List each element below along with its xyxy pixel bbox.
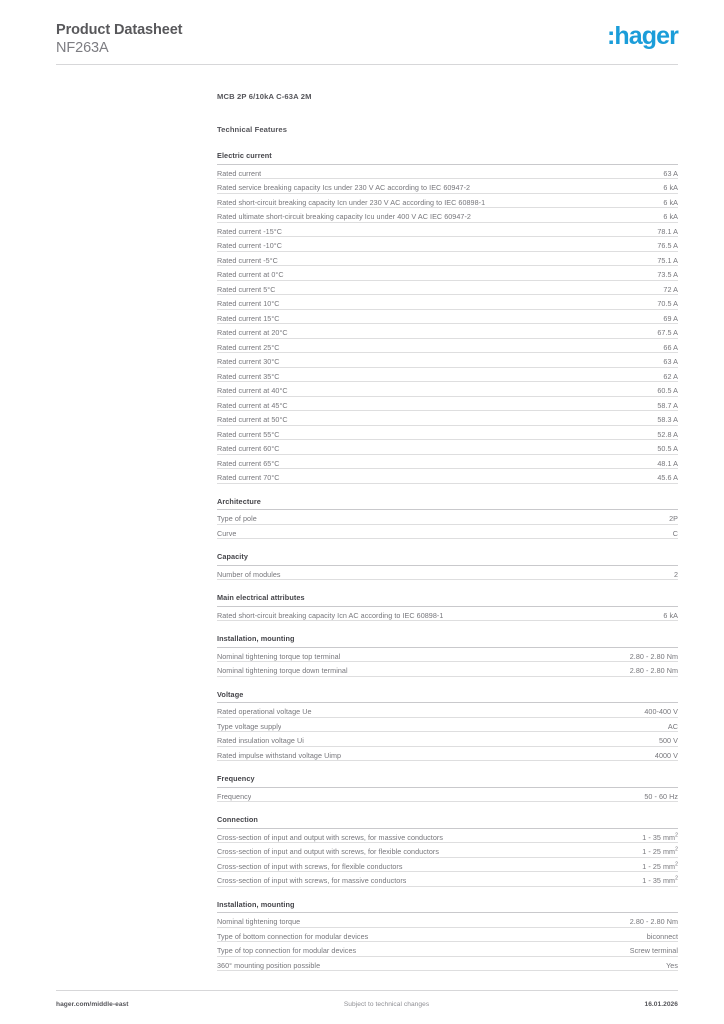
spec-value: 58.3 A (657, 415, 678, 424)
spec-label: Rated impulse withstand voltage Uimp (217, 750, 342, 760)
spec-row (217, 957, 678, 972)
spec-value: 52.8 A (657, 429, 678, 439)
spec-value: 63 A (663, 168, 678, 178)
spec-row (217, 747, 678, 762)
spec-value: 66 A (663, 342, 678, 352)
spec-row (217, 510, 678, 525)
spec-row (217, 788, 678, 803)
spec-row (217, 732, 678, 747)
spec-label: Rated current (217, 168, 262, 178)
section-heading: Installation, mounting (217, 634, 678, 648)
page-footer (56, 996, 678, 1012)
spec-label: Cross-section of input with screws, for flexible conductors (217, 861, 403, 871)
spec-value: AC (667, 721, 678, 731)
section-heading: Capacity (217, 552, 678, 566)
spec-row (217, 295, 678, 310)
spec-value: 6 kA (663, 212, 678, 221)
footer-disclaimer: Subject to technical changes (343, 1000, 430, 1008)
spec-label: Rated current 60°C (217, 444, 280, 453)
spec-value: 2 (673, 569, 678, 579)
spec-value: 69 A (663, 313, 678, 323)
spec-value: 6 kA (663, 197, 678, 207)
spec-value: 1 - 35 $mm^2$ (642, 875, 678, 885)
spec-value: 6 kA (663, 183, 678, 192)
spec-label: Rated current 25°C (217, 342, 280, 352)
spec-label: Rated current -5°C (217, 255, 278, 265)
spec-value: 4000 V (654, 750, 678, 760)
datasheet-content (217, 92, 678, 984)
spec-value: 1 - 25 $mm^2$ (642, 846, 678, 856)
footer-divider (56, 990, 678, 991)
spec-label: Type of pole (217, 514, 257, 523)
spec-value: 76.5 A (657, 241, 678, 250)
spec-label: Rated short-circuit breaking capacity Icn under 230 V AC according to IEC 60898-1 (217, 197, 486, 207)
spec-row (217, 281, 678, 296)
spec-value: biconnect (646, 931, 678, 941)
section-heading: Architecture (217, 497, 678, 511)
footer-website[interactable]: hager.com/middle-east (56, 1000, 129, 1008)
spec-label: Nominal tightening torque top terminal (217, 651, 341, 661)
technical-features-title: Technical Features (217, 125, 288, 134)
spec-label: Cross-section of input and output with screws, for massive conductors (217, 832, 443, 842)
spec-section (217, 552, 678, 580)
spec-label: Type of top connection for modular devices (217, 946, 357, 955)
spec-value: 50 - 60 Hz (644, 791, 678, 801)
spec-label: Rated ultimate short-circuit breaking capacity Icu under 400 V AC IEC 60947-2 (217, 212, 471, 221)
spec-value: 70.5 A (657, 299, 678, 308)
spec-label: Rated current 15°C (217, 313, 280, 323)
spec-value: 58.7 A (657, 400, 678, 410)
spec-label: Curve (217, 528, 237, 538)
spec-row (217, 179, 678, 194)
section-heading: Installation, mounting (217, 900, 678, 914)
title-block (56, 22, 182, 57)
spec-row (217, 607, 678, 622)
spec-row (217, 455, 678, 470)
product-reference: NF263A (56, 40, 109, 57)
spec-value: 60.5 A (657, 386, 678, 395)
spec-value: 75.1 A (657, 255, 678, 265)
spec-row (217, 718, 678, 733)
spec-value: 72 A (663, 284, 678, 294)
spec-section (217, 690, 678, 762)
spec-row (217, 648, 678, 663)
spec-row (217, 310, 678, 325)
spec-value: 2P (669, 514, 678, 523)
spec-label: Rated current at 20°C (217, 328, 288, 337)
spec-label: Rated current -10°C (217, 241, 282, 250)
spec-value: 50.5 A (657, 444, 678, 453)
spec-section (217, 774, 678, 802)
spec-label: Rated service breaking capacity Ics under 230 V AC according to IEC 60947-2 (217, 183, 471, 192)
spec-row (217, 223, 678, 238)
page-header (56, 22, 678, 66)
spec-label: Rated current 5°C (217, 284, 276, 294)
spec-value: 1 - 25 $mm^2$ (642, 861, 678, 871)
spec-value: C (672, 528, 678, 538)
spec-row (217, 194, 678, 209)
product-name: MCB 2P 6/10kA C-63A 2M (217, 92, 312, 101)
spec-value: 500 V (658, 736, 678, 745)
spec-label: Rated current at 45°C (217, 400, 288, 410)
spec-value: 2.80 - 2.80 Nm (629, 651, 678, 661)
spec-value: Yes (666, 960, 678, 970)
spec-label: Rated current at 40°C (217, 386, 288, 395)
spec-row (217, 858, 678, 873)
spec-value: 67.5 A (657, 328, 678, 337)
spec-label: Rated insulation voltage Ui (217, 736, 304, 745)
spec-label: Rated current at 50°C (217, 415, 288, 424)
spec-row (217, 829, 678, 844)
spec-value: 2.80 - 2.80 Nm (629, 666, 678, 675)
spec-section (217, 900, 678, 972)
spec-label: Rated current at 0°C (217, 270, 284, 279)
section-heading: Electric current (217, 151, 678, 165)
spec-row (217, 382, 678, 397)
spec-section (217, 815, 678, 887)
hager-logo: :hager (606, 22, 678, 50)
spec-row (217, 525, 678, 540)
page-title: Product Datasheet (56, 22, 183, 38)
spec-value: 78.1 A (657, 226, 678, 236)
spec-row (217, 397, 678, 412)
spec-label: Type voltage supply (217, 721, 282, 731)
spec-row (217, 353, 678, 368)
spec-row (217, 913, 678, 928)
spec-row (217, 165, 678, 180)
spec-row (217, 252, 678, 267)
spec-row (217, 426, 678, 441)
spec-row (217, 928, 678, 943)
section-heading: Main electrical attributes (217, 593, 678, 607)
spec-label: Type of bottom connection for modular devices (217, 931, 369, 941)
section-heading: Frequency (217, 774, 678, 788)
section-heading: Connection (217, 815, 678, 829)
spec-label: Rated current 55°C (217, 429, 280, 439)
spec-row (217, 469, 678, 484)
spec-label: Nominal tightening torque (217, 917, 301, 926)
spec-row (217, 566, 678, 581)
spec-value: 400-400 V (644, 707, 678, 716)
spec-value: 73.5 A (657, 270, 678, 279)
spec-sections (217, 151, 678, 971)
spec-label: Rated operational voltage Ue (217, 707, 312, 716)
spec-row (217, 942, 678, 957)
spec-section (217, 634, 678, 677)
section-heading: Voltage (217, 690, 678, 704)
spec-row (217, 872, 678, 887)
spec-label: Rated current -15°C (217, 226, 282, 236)
spec-label: Rated short-circuit breaking capacity Icn AC according to IEC 60898-1 (217, 610, 444, 620)
spec-row (217, 662, 678, 677)
spec-value: 63 A (663, 357, 678, 366)
spec-label: Nominal tightening torque down terminal (217, 666, 348, 675)
spec-label: Number of modules (217, 569, 281, 579)
spec-label: Frequency (217, 791, 252, 801)
spec-label: Cross-section of input and output with screws, for flexible conductors (217, 847, 440, 856)
spec-value: 6 kA (663, 610, 678, 620)
spec-section (217, 151, 678, 484)
spec-section (217, 593, 678, 621)
spec-row (217, 368, 678, 383)
spec-row (217, 703, 678, 718)
spec-label: Rated current 70°C (217, 473, 280, 482)
spec-row (217, 411, 678, 426)
spec-row (217, 843, 678, 858)
spec-section (217, 497, 678, 540)
spec-row (217, 440, 678, 455)
spec-row (217, 208, 678, 223)
spec-label: Rated current 35°C (217, 371, 280, 381)
spec-row (217, 324, 678, 339)
footer-date: 16.01.2026 (644, 1000, 678, 1008)
spec-value: 2.80 - 2.80 Nm (629, 917, 678, 926)
spec-value: Screw terminal (629, 946, 678, 955)
spec-label: Rated current 10°C (217, 299, 280, 308)
spec-value: 62 A (663, 371, 678, 381)
spec-value: 1 - 35 $mm^2$ (642, 832, 678, 842)
spec-value: 45.6 A (657, 473, 678, 482)
spec-value: 48.1 A (657, 458, 678, 468)
spec-label: Rated current 65°C (217, 458, 280, 468)
spec-label: Rated current 30°C (217, 357, 280, 366)
spec-label: Cross-section of input with screws, for massive conductors (217, 876, 407, 885)
spec-row (217, 237, 678, 252)
spec-row (217, 266, 678, 281)
spec-label: 360° mounting position possible (217, 960, 321, 970)
spec-row (217, 339, 678, 354)
header-divider (56, 64, 678, 65)
